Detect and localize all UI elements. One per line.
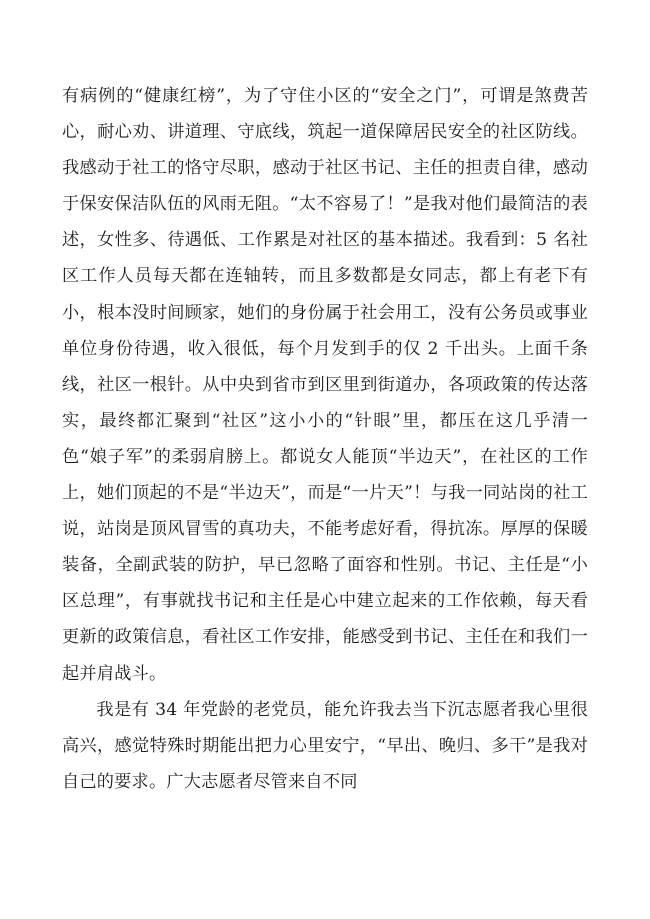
paragraph-2: 我是有 34 年党龄的老党员，能允许我去当下沉志愿者我心里很高兴，感觉特殊时期能出把力心里安宁，“早出、晚归、多干”是我对自己的要求。广大志愿者尽管来自不同 bbox=[62, 699, 588, 792]
document-body bbox=[62, 78, 588, 800]
paragraph-1: 有病例的“健康红榜”，为了守住小区的“安全之门”，可谓是煞费苦心，耐心劝、讲道理、守底线，筑起一道保障居民安全的社区防线。我感动于社工的恪守尽职，感动于社区书记、主任的担责自律，感动于保安保洁队伍的风雨无阻。“太不容易了！”是我对他们最简洁的表述，女性多、待遇低、工作累是对社区的基本描述。我看到：5 名社区工作人员每天都在连轴转，而且多数都是女同志，都上有老下有小，根本没时间顾家，她们的身份属于社会用工，没有公务员或事业单位身份待遇，收入很低，每个月发到手的仅 2 千出头。上面千条线，社区一根针。从中央到省市到区里到街道办，各项政策的传达落实，最终都汇聚到“社区”这小小的“针眼”里，都压在这几乎清一色“娘子军”的柔弱肩膀上。都说女人能顶“半边天”，在社区的工作上，她们顶起的不是“半边天”，而是“一片天”！与我一同站岗的社工说，站岗是顶风冒雪的真功夫，不能考虑好看，得抗冻。厚厚的保暖装备，全副武装的防护，早已忽略了面容和性别。书记、主任是“小区总理”，有事就找书记和主任是心中建立起来的工作依赖，每天看更新的政策信息，看社区工作安排，能感受到书记、主任在和我们一起并肩战斗。 bbox=[62, 86, 588, 684]
